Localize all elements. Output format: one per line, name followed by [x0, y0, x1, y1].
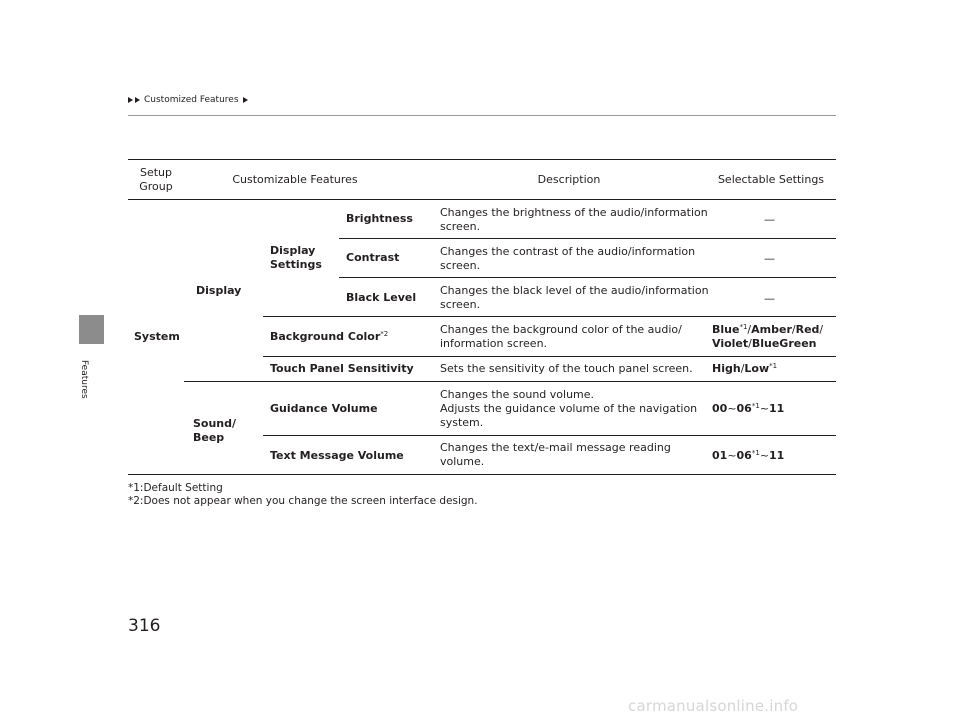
- feature-background-color: [270, 330, 388, 344]
- display-settings-line1: Display: [270, 244, 316, 257]
- option-blue: Blue: [712, 323, 740, 336]
- setting-background-color: [712, 323, 823, 351]
- option-bluegreen: BlueGreen: [751, 337, 817, 350]
- table-top-rule: [128, 159, 836, 160]
- description-line: Changes the text/e-mail message reading: [440, 441, 671, 454]
- value-min: 01: [712, 449, 728, 462]
- value-default: 06: [736, 449, 752, 462]
- breadcrumb-arrow-icon: [135, 97, 140, 103]
- description-line: Changes the brightness of the audio/information: [440, 206, 708, 219]
- footnote-ref: *1: [751, 449, 760, 457]
- subgroup-display: Display: [196, 284, 242, 297]
- sound-beep-line1: Sound/: [193, 417, 237, 430]
- description-line: system.: [440, 416, 484, 429]
- setting-contrast: —: [764, 252, 775, 265]
- breadcrumb-section[interactable]: Customized Features: [144, 95, 239, 105]
- row-divider: [263, 356, 836, 357]
- description-line: Adjusts the guidance volume of the navigation: [440, 402, 698, 415]
- header-description: Description: [537, 173, 601, 186]
- description-contrast: [440, 245, 695, 273]
- description-line: information screen.: [440, 337, 548, 350]
- description-guidance-volume: [440, 388, 697, 430]
- table-header-rule: [128, 199, 836, 200]
- section-tab-label: Features: [79, 360, 89, 399]
- description-line: volume.: [440, 455, 485, 468]
- table-bottom-rule: [128, 474, 836, 475]
- range-separator: ~: [727, 402, 737, 415]
- separator: /: [747, 323, 752, 336]
- separator: /: [791, 323, 796, 336]
- description-line: screen.: [440, 259, 481, 272]
- description-line: screen.: [440, 298, 481, 311]
- separator: /: [819, 323, 824, 336]
- description-background-color: [440, 323, 682, 351]
- feature-touch-panel-sensitivity: Touch Panel Sensitivity: [270, 362, 414, 375]
- value-min: 00: [712, 402, 728, 415]
- footnote-ref: *2: [380, 330, 389, 338]
- footnote-ref: *1: [769, 362, 778, 370]
- feature-label: Background Color: [270, 330, 381, 343]
- footnote-interface-design: *2:Does not appear when you change the screen interface design.: [128, 495, 478, 507]
- value-max: 11: [769, 449, 785, 462]
- sound-beep-line2: Beep: [193, 431, 225, 444]
- option-violet: Violet: [712, 337, 749, 350]
- header-setup-group-line1: Setup: [139, 166, 173, 179]
- option-red: Red: [795, 323, 820, 336]
- description-line: Changes the sound volume.: [440, 388, 595, 401]
- range-separator: ~: [727, 449, 737, 462]
- row-divider: [339, 238, 836, 239]
- description-line: Changes the contrast of the audio/information: [440, 245, 696, 258]
- row-divider: [339, 277, 836, 278]
- range-separator: ~: [759, 402, 770, 415]
- watermark: carmanualsonline.info: [628, 697, 799, 715]
- feature-black-level: Black Level: [346, 291, 417, 304]
- value-default: 06: [736, 402, 752, 415]
- breadcrumb-arrow-icon: [128, 97, 133, 103]
- header-selectable-settings: Selectable Settings: [717, 173, 825, 186]
- option-low: Low: [744, 362, 770, 375]
- breadcrumb-arrow-icon: [243, 97, 248, 103]
- option-amber: Amber: [751, 323, 792, 336]
- row-divider: [263, 435, 836, 436]
- setting-touch-panel-sensitivity: [712, 362, 777, 376]
- description-line: screen.: [440, 220, 481, 233]
- description-brightness: [440, 206, 708, 234]
- description-line: Changes the background color of the audio/: [440, 323, 682, 336]
- value-max: 11: [769, 402, 785, 415]
- option-high: High: [712, 362, 741, 375]
- header-customizable-features: Customizable Features: [232, 173, 358, 186]
- setting-text-message-volume: [712, 449, 784, 463]
- row-divider: [263, 316, 836, 317]
- section-tab-marker: [79, 315, 104, 344]
- description-touch-panel-sensitivity: Sets the sensitivity of the touch panel screen.: [440, 362, 693, 375]
- range-separator: ~: [759, 449, 770, 462]
- setting-brightness: —: [764, 213, 775, 226]
- page-number: 316: [128, 616, 161, 636]
- subgroup-sound-beep: [193, 417, 236, 445]
- description-line: Changes the black level of the audio/information: [440, 284, 709, 297]
- footnote-ref: *1: [751, 402, 760, 410]
- header-divider: [128, 115, 836, 116]
- breadcrumb: [128, 95, 248, 105]
- feature-text-message-volume: Text Message Volume: [270, 449, 404, 462]
- header-setup-group-line2: Group: [139, 180, 173, 193]
- section-divider: [184, 381, 836, 382]
- setting-black-level: —: [764, 292, 775, 305]
- group-system: System: [134, 330, 180, 343]
- feature-brightness: Brightness: [346, 212, 413, 225]
- footnote-default-setting: *1:Default Setting: [128, 482, 223, 494]
- feature-guidance-volume: Guidance Volume: [270, 402, 378, 415]
- header-setup-group: [128, 166, 184, 194]
- subgroup-display-settings: [270, 244, 322, 272]
- description-black-level: [440, 284, 709, 312]
- footnote-ref: *1: [739, 323, 748, 331]
- description-text-message-volume: [440, 441, 671, 469]
- display-settings-line2: Settings: [270, 258, 322, 271]
- setting-guidance-volume: [712, 402, 784, 416]
- separator: /: [740, 362, 745, 375]
- separator: /: [748, 337, 752, 350]
- feature-contrast: Contrast: [346, 251, 400, 264]
